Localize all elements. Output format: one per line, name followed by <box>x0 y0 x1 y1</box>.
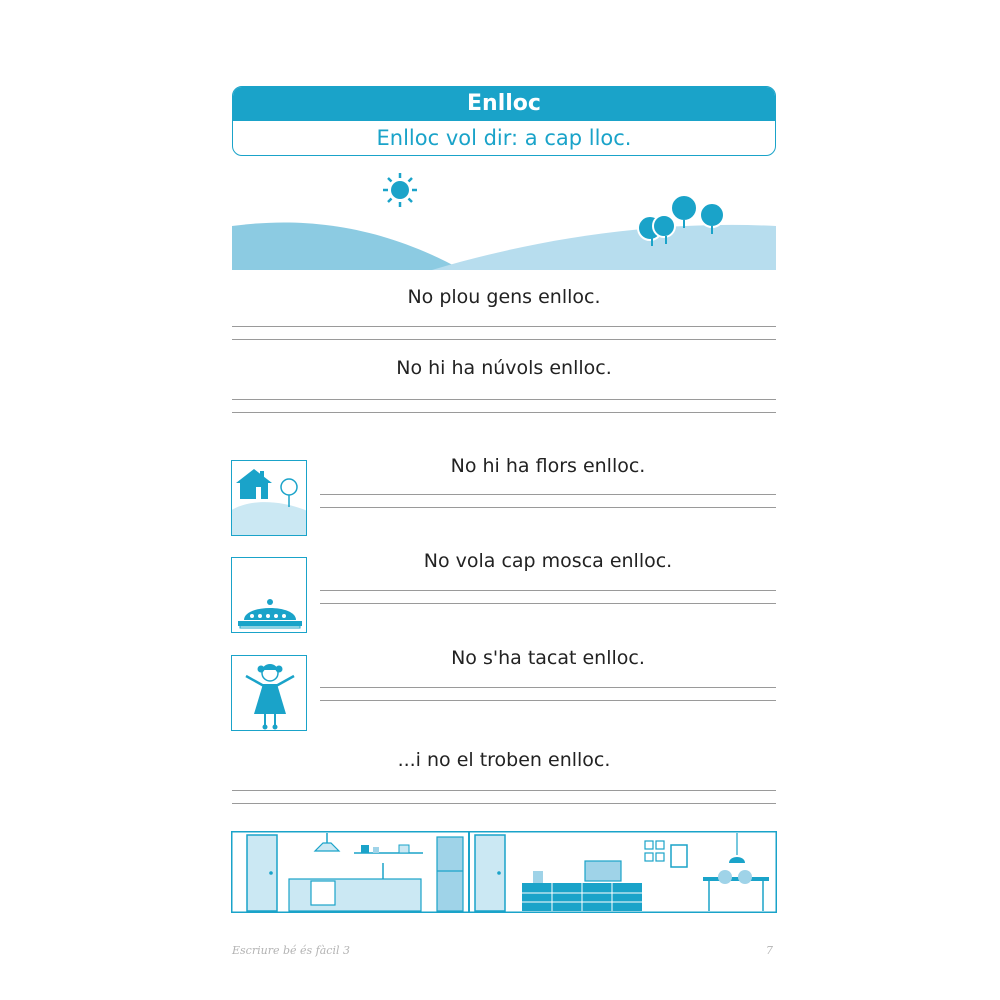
footer-page-number: 7 <box>766 944 773 957</box>
writing-line[interactable] <box>232 803 776 804</box>
girl-picture-frame <box>231 655 307 731</box>
dish-picture-frame <box>231 557 307 633</box>
writing-line[interactable] <box>320 700 776 701</box>
writing-line[interactable] <box>320 494 776 495</box>
sentence-4: No vola cap mosca enlloc. <box>423 550 673 572</box>
writing-line[interactable] <box>232 412 776 413</box>
house-icon <box>232 461 307 536</box>
writing-line[interactable] <box>232 790 776 791</box>
house-picture-frame <box>231 460 307 536</box>
writing-line[interactable] <box>320 507 776 508</box>
writing-line[interactable] <box>320 603 776 604</box>
writing-line[interactable] <box>232 326 776 327</box>
sentence-1: No plou gens enlloc. <box>407 286 601 308</box>
landscape-illustration <box>232 170 776 270</box>
house-interior-illustration <box>231 831 777 913</box>
page-subtitle: Enlloc vol dir: a cap lloc. <box>376 126 632 150</box>
sun-icon <box>383 173 417 207</box>
page-title: Enlloc <box>233 87 775 121</box>
sentence-6: ...i no el troben enlloc. <box>397 749 611 771</box>
writing-line[interactable] <box>320 687 776 688</box>
sentence-2: No hi ha núvols enlloc. <box>396 357 612 379</box>
writing-line[interactable] <box>232 399 776 400</box>
writing-line[interactable] <box>320 590 776 591</box>
footer-book-title: Escriure bé és fàcil 3 <box>232 944 350 957</box>
title-box <box>232 86 776 156</box>
sentence-3: No hi ha flors enlloc. <box>450 455 646 477</box>
dish-icon <box>232 558 307 633</box>
girl-icon <box>232 656 307 731</box>
sentence-5: No s'ha tacat enlloc. <box>451 647 645 669</box>
writing-line[interactable] <box>232 339 776 340</box>
